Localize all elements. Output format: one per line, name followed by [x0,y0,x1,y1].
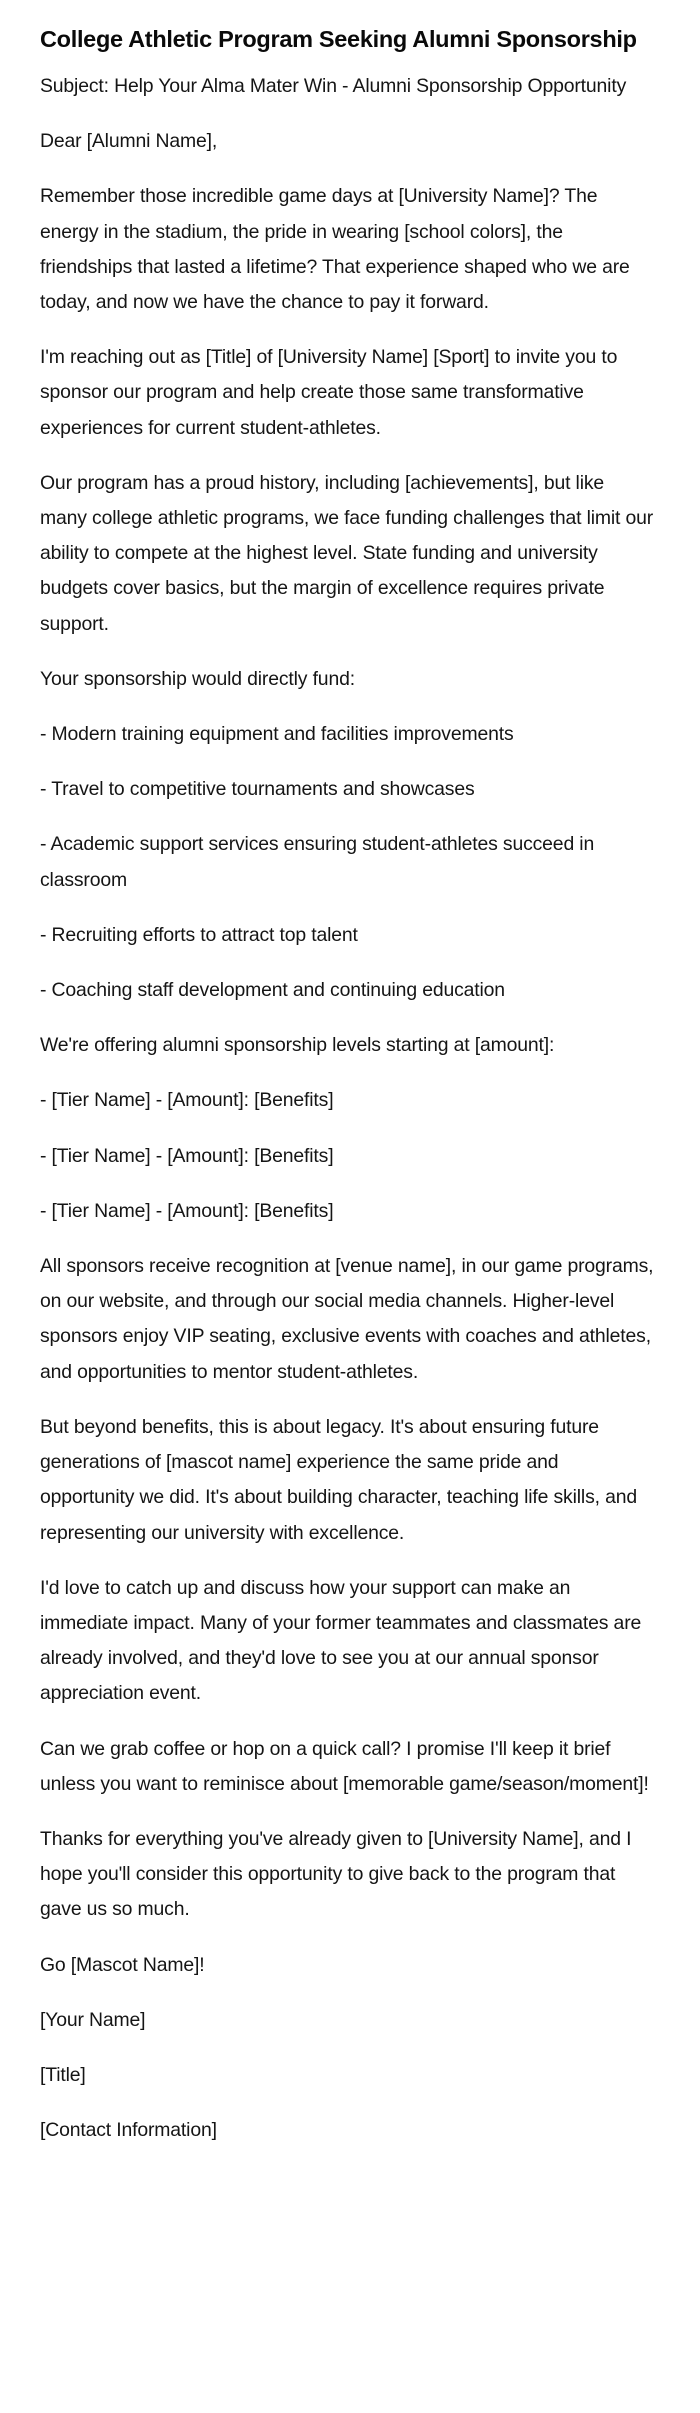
purpose-paragraph: I'm reaching out as [Title] of [University Name] [Sport] to invite you to sponsor our program and help create those same transformative experiences for current student-athletes. [40,346,618,439]
levels-intro: We're offering alumni sponsorship levels starting at [amount]: [40,1034,555,1057]
signoff-title: [Title] [40,2063,86,2086]
catch-up-paragraph: I'd love to catch up and discuss how your support can make an immediate impact. Many of your former teammates and classmates are already involved, and they'd love to see you at our annual sponsor appreciation event. [40,1576,642,1705]
fund-intro: Your sponsorship would directly fund: [40,667,355,690]
tier-item: - [Tier Name] - [Amount]: [Benefits] [40,1144,334,1167]
signoff-cheer: Go [Mascot Name]! [40,1953,205,1976]
page-title: College Athletic Program Seeking Alumni Sponsorship [40,26,637,52]
intro-paragraph: Remember those incredible game days at [University Name]? The energy in the stadium, the pride in wearing [school colors], the friendships that lasted a lifetime? That experience shaped who we are today, and now we have the chance to pay it forward. [40,185,630,314]
thanks-paragraph: Thanks for everything you've already given to [University Name], and I hope you'll consider this opportunity to give back to the program that gave us so much. [40,1827,632,1921]
need-paragraph: Our program has a proud history, including [achievements], but like many college athletic programs, we face funding challenges that limit our ability to compete at the highest level. State funding and university budgets cover basics, but the margin of excellence requires private support. [40,471,654,635]
recognition-paragraph: All sponsors receive recognition at [venue name], in our game programs, on our website, and through our social media channels. Higher-level sponsors enjoy VIP seating, exclusive events with coaches and athletes, and opportunities to mentor student-athletes. [40,1255,654,1383]
signoff-name: [Your Name] [40,2008,146,2031]
fund-list-item: - Modern training equipment and facilities improvements [40,723,514,746]
letter-document [40,18,655,2148]
fund-list-item: - Travel to competitive tournaments and showcases [40,778,475,801]
legacy-paragraph: But beyond benefits, this is about legacy. It's about ensuring future generations of [mascot name] experience the same pride and opportunity we did. It's about building character, teaching life skills, and representing our university with excellence. [40,1415,638,1544]
subject-line: Subject: Help Your Alma Mater Win - Alumni Sponsorship Opportunity [40,75,627,97]
greeting: Dear [Alumni Name], [40,130,218,153]
fund-list-item: - Recruiting efforts to attract top talent [40,923,358,946]
tier-item: - [Tier Name] - [Amount]: [Benefits] [40,1199,334,1222]
tier-item: - [Tier Name] - [Amount]: [Benefits] [40,1089,334,1112]
signoff-contact: [Contact Information] [40,2119,217,2142]
fund-list-item: - Coaching staff development and continuing education [40,979,505,1002]
fund-list-item: - Academic support services ensuring student-athletes succeed in classroom [40,833,595,891]
call-paragraph: Can we grab coffee or hop on a quick call? I promise I'll keep it brief unless you want to reminisce about [memorable game/season/moment]! [40,1737,649,1795]
